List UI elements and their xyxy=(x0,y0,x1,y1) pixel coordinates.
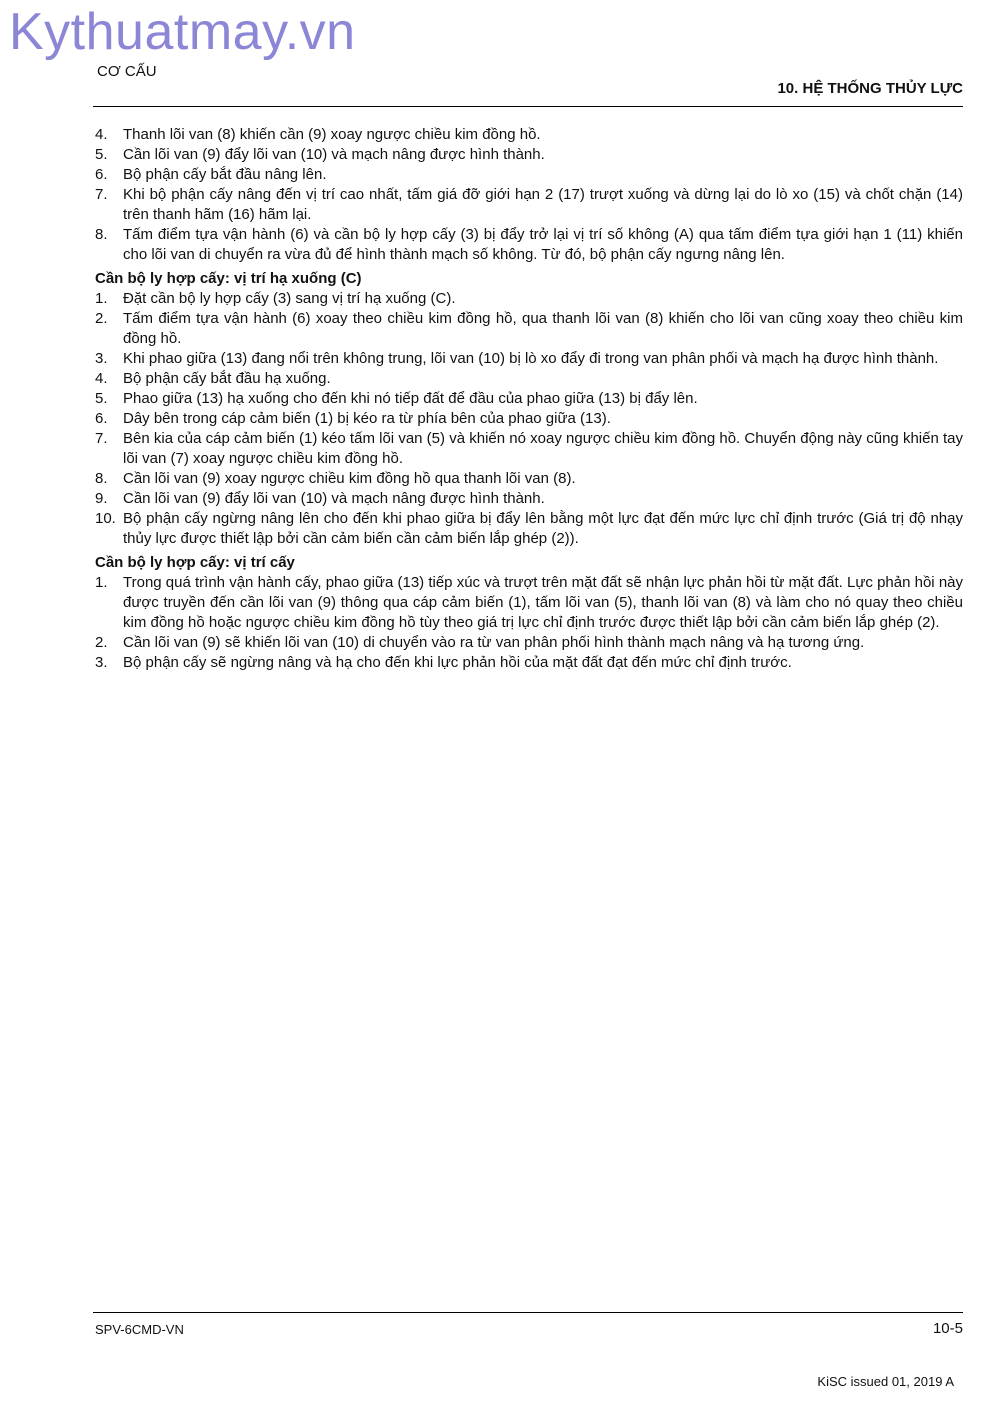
list-item-text: Bộ phận cấy bắt đầu hạ xuống. xyxy=(123,370,331,387)
list-item-number: 7. xyxy=(95,430,108,447)
list-item-number: 6. xyxy=(95,166,108,183)
list-item-number: 6. xyxy=(95,410,108,427)
list-item-number: 8. xyxy=(95,226,108,243)
header-chapter-title: 10. HỆ THỐNG THỦY LỰC xyxy=(777,80,963,97)
list-item xyxy=(95,309,963,349)
section-heading-lower-position: Cần bộ ly hợp cấy: vị trí hạ xuống (C) xyxy=(95,270,362,287)
document-code: SPV-6CMD-VN xyxy=(95,1322,184,1337)
list-item-number: 5. xyxy=(95,390,108,407)
list-item-number: 4. xyxy=(95,370,108,387)
list-item-text: Thanh lõi van (8) khiến cần (9) xoay ngược chiều kim đồng hồ. xyxy=(123,126,541,143)
list-item xyxy=(95,633,963,653)
list-item-number: 3. xyxy=(95,654,108,671)
list-item-number: 3. xyxy=(95,350,108,367)
list-item-text: Cần lõi van (9) xoay ngược chiều kim đồng hồ qua thanh lõi van (8). xyxy=(123,470,576,487)
list-item-number: 4. xyxy=(95,126,108,143)
list-item-number: 1. xyxy=(95,574,108,591)
page-content xyxy=(95,125,963,673)
list-item-text: Phao giữa (13) hạ xuống cho đến khi nó tiếp đất để đầu của phao giữa (13) bị đẩy lên. xyxy=(123,390,698,407)
list-item-text: Khi phao giữa (13) đang nổi trên không trung, lõi van (10) bị lò xo đẩy đi trong van phân phối và mạch hạ được hình thành. xyxy=(123,350,939,367)
list-item-text: Cần lõi van (9) sẽ khiến lõi van (10) di chuyển vào ra từ van phân phối hình thành mạch nâng và hạ tương ứng. xyxy=(123,634,865,651)
list-item-text: Cần lõi van (9) đẩy lõi van (10) và mạch nâng được hình thành. xyxy=(123,490,545,507)
list-item-text: Tấm điểm tựa vận hành (6) xoay theo chiều kim đồng hồ, qua thanh lõi van (8) khiến cho lõi van cũng xoay theo chiều kim đồng hồ. xyxy=(123,310,963,347)
list-item xyxy=(95,429,963,469)
list-item xyxy=(95,509,963,549)
step-list-planting xyxy=(95,573,963,673)
list-item-number: 9. xyxy=(95,490,108,507)
list-item xyxy=(95,225,963,265)
header-section-label: CƠ CẤU xyxy=(97,63,157,80)
list-item-text: Dây bên trong cáp cảm biến (1) bị kéo ra từ phía bên của phao giữa (13). xyxy=(123,410,611,427)
page-number: 10-5 xyxy=(932,1320,963,1337)
list-item xyxy=(95,165,963,185)
list-item xyxy=(95,125,963,145)
list-item-text: Trong quá trình vận hành cấy, phao giữa (13) tiếp xúc và trượt trên mặt đất sẽ nhận lực phản hồi từ mặt đất. Lực phản hồi này được truyền đến cần lõi van (9) thông qua cáp cảm biến (1), tấm lõi van (5), thanh lõi van (8) và làm cho nó quay theo chiều kim đồng hồ hoặc ngược chiều kim đồng hồ tùy theo giá trị lực chỉ định trước được thiết lập bởi cần cảm biến lắp ghép (2). xyxy=(123,574,963,631)
list-item-text: Khi bộ phận cấy nâng đến vị trí cao nhất, tấm giá đỡ giới hạn 2 (17) trượt xuống và dừng lại do lò xo (15) và chốt chặn (14) trên thanh hãm (16) hãm lại. xyxy=(123,186,963,223)
list-item xyxy=(95,289,963,309)
step-list-lower xyxy=(95,289,963,549)
list-item-number: 7. xyxy=(95,186,108,203)
list-item-text: Bộ phận cấy bắt đầu nâng lên. xyxy=(123,166,327,183)
footer-divider xyxy=(93,1312,963,1313)
step-list-raise xyxy=(95,125,963,265)
list-item xyxy=(95,389,963,409)
list-item-text: Bên kia của cáp cảm biến (1) kéo tấm lõi van (5) và khiến nó xoay ngược chiều kim đồng hồ. Chuyển động này cũng khiến tay lõi van (7) xoay ngược chiều kim đồng hồ. xyxy=(123,430,963,467)
header-divider xyxy=(93,106,963,107)
list-item-text: Cần lõi van (9) đẩy lõi van (10) và mạch nâng được hình thành. xyxy=(123,146,545,163)
list-item xyxy=(95,573,963,633)
list-item-number: 10. xyxy=(95,510,116,527)
list-item xyxy=(95,349,963,369)
list-item xyxy=(95,653,963,673)
section-heading-planting-position: Cần bộ ly hợp cấy: vị trí cấy xyxy=(95,554,295,571)
list-item-text: Bộ phận cấy sẽ ngừng nâng và hạ cho đến khi lực phản hồi của mặt đất đạt đến mức chỉ định trước. xyxy=(123,654,792,671)
list-item-text: Đặt cần bộ ly hợp cấy (3) sang vị trí hạ xuống (C). xyxy=(123,290,456,307)
list-item xyxy=(95,369,963,389)
list-item-text: Bộ phận cấy ngừng nâng lên cho đến khi phao giữa bị đẩy lên bằng một lực đạt đến mức lực chỉ định trước (Giá trị độ nhạy thủy lực được thiết lập bởi cần cảm biến cần cảm biến lắp ghép (2)). xyxy=(123,510,963,547)
list-item xyxy=(95,469,963,489)
list-item xyxy=(95,489,963,509)
list-item xyxy=(95,185,963,225)
list-item-number: 2. xyxy=(95,634,108,651)
list-item xyxy=(95,145,963,165)
watermark: Kythuatmay.vn xyxy=(9,3,356,61)
issue-note: KiSC issued 01, 2019 A xyxy=(817,1374,954,1389)
list-item-number: 5. xyxy=(95,146,108,163)
list-item-text: Tấm điểm tựa vận hành (6) và cần bộ ly hợp cấy (3) bị đẩy trở lại vị trí số không (A) qua tấm điểm tựa giới hạn 1 (11) khiến cho lõi van di chuyển ra vừa đủ để hình thành mạch số không. Từ đó, bộ phận cấy ngưng nâng lên. xyxy=(123,226,963,263)
list-item-number: 2. xyxy=(95,310,108,327)
list-item-number: 8. xyxy=(95,470,108,487)
list-item xyxy=(95,409,963,429)
list-item-number: 1. xyxy=(95,290,108,307)
